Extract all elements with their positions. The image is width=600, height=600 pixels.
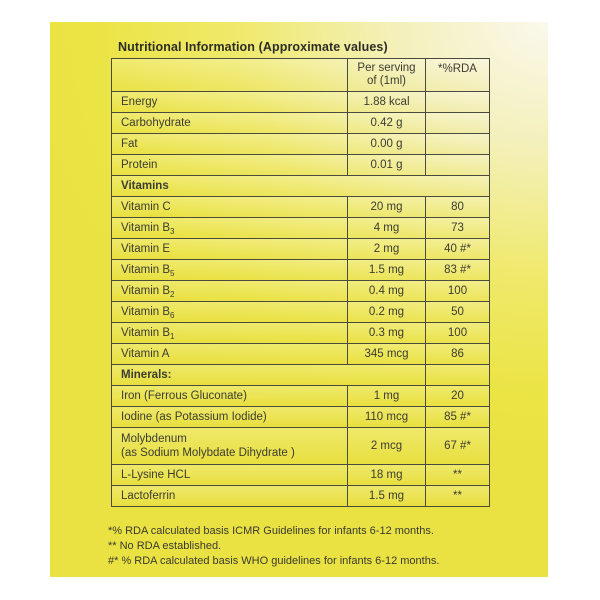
row-label-text: Fat <box>121 138 138 150</box>
row-label-text: Vitamin A <box>121 348 170 360</box>
row-rda: 83 #* <box>425 260 489 280</box>
row-label-text: Vitamin $B_3$ <box>121 222 175 236</box>
row-label-text: Iron (Ferrous Gluconate) <box>121 390 247 402</box>
row-value: 0.2 mg <box>347 302 425 322</box>
row-label-subscript: 6 <box>170 311 175 320</box>
row-rda <box>425 92 489 112</box>
row-label-subscript: 5 <box>170 269 175 278</box>
product-label-card <box>50 22 548 577</box>
column-header-blank <box>112 59 347 91</box>
table-row <box>112 465 489 486</box>
footnote-line: #* % RDA calculated basis WHO guidelines for infants 6-12 months. <box>108 555 440 568</box>
table-row <box>112 407 489 428</box>
row-label <box>112 386 347 406</box>
row-label <box>112 281 347 301</box>
row-label-subscript: 2 <box>170 290 175 299</box>
table-row <box>112 155 489 176</box>
row-label-text: Lactoferrin <box>121 490 176 502</box>
row-value: 1 mg <box>347 386 425 406</box>
row-value: 4 mg <box>347 218 425 238</box>
row-rda: 40 #* <box>425 239 489 259</box>
row-label-subscript: 3 <box>170 227 175 236</box>
row-label-text: Vitamin $B_2$ <box>121 285 175 299</box>
row-label <box>112 155 347 175</box>
row-rda: 100 <box>425 323 489 343</box>
row-label-text: Molybdenum <box>121 433 187 445</box>
row-rda-empty <box>425 365 489 385</box>
row-value: 0.00 g <box>347 134 425 154</box>
section-row <box>112 176 489 197</box>
table-row <box>112 92 489 113</box>
row-rda: 86 <box>425 344 489 364</box>
row-label <box>112 218 347 238</box>
row-label-text: L-Lysine HCL <box>121 469 191 481</box>
column-header-serving <box>347 59 425 91</box>
row-rda: ** <box>425 486 489 506</box>
row-label-text: Iodine (as Potassium Iodide) <box>121 411 267 423</box>
row-value: 110 mcg <box>347 407 425 427</box>
row-value: 2 mcg <box>347 428 425 464</box>
table-row <box>112 218 489 239</box>
row-value: 0.42 g <box>347 113 425 133</box>
row-rda <box>425 113 489 133</box>
row-value: 18 mg <box>347 465 425 485</box>
row-label <box>112 260 347 280</box>
row-label-text: Protein <box>121 159 158 171</box>
column-header-rda-label: *%RDA <box>438 63 477 75</box>
row-label <box>112 92 347 112</box>
row-rda: 100 <box>425 281 489 301</box>
row-label-text: Carbohydrate <box>121 117 191 129</box>
row-rda <box>425 155 489 175</box>
nutrition-title: Nutritional Information (Approximate values) <box>118 40 388 54</box>
row-value: 0.4 mg <box>347 281 425 301</box>
table-row <box>112 486 489 506</box>
section-label: Minerals: <box>121 369 172 381</box>
column-header-serving-line1: Per serving <box>357 62 416 74</box>
row-rda: ** <box>425 465 489 485</box>
row-label <box>112 239 347 259</box>
table-row <box>112 281 489 302</box>
row-rda: 20 <box>425 386 489 406</box>
row-label <box>112 197 347 217</box>
row-value: 0.01 g <box>347 155 425 175</box>
table-row <box>112 239 489 260</box>
row-label-text: Vitamin $B_6$ <box>121 306 175 320</box>
row-rda: 67 #* <box>425 428 489 464</box>
table-row <box>112 260 489 281</box>
row-rda: 50 <box>425 302 489 322</box>
footnote-line: ** No RDA established. <box>108 540 222 553</box>
section-row <box>112 365 489 386</box>
row-rda: 85 #* <box>425 407 489 427</box>
nutrition-table <box>111 58 490 507</box>
row-label-line2: (as Sodium Molybdate Dihydrate ) <box>121 447 295 459</box>
section-label: Vitamins <box>121 180 169 192</box>
row-value: 20 mg <box>347 197 425 217</box>
row-label-text: Energy <box>121 96 158 108</box>
row-rda <box>425 134 489 154</box>
table-row <box>112 428 489 465</box>
row-value: 2 mg <box>347 239 425 259</box>
row-label-text: Vitamin E <box>121 243 171 255</box>
row-value: 1.5 mg <box>347 486 425 506</box>
table-header-row <box>112 59 489 92</box>
column-header-serving-line2: of (1ml) <box>367 75 406 87</box>
column-header-rda <box>425 59 489 91</box>
table-row <box>112 302 489 323</box>
row-label <box>112 407 347 427</box>
row-label <box>112 134 347 154</box>
row-value: 0.3 mg <box>347 323 425 343</box>
table-row <box>112 386 489 407</box>
row-label <box>112 344 347 364</box>
table-row <box>112 113 489 134</box>
row-label <box>112 302 347 322</box>
row-label <box>112 323 347 343</box>
row-value: 345 mcg <box>347 344 425 364</box>
row-label <box>112 465 347 485</box>
nutrition-table-body <box>112 92 489 506</box>
table-row <box>112 197 489 218</box>
footnote-line: *% RDA calculated basis ICMR Guidelines for infants 6-12 months. <box>108 525 434 537</box>
row-label-text: Vitamin $B_1$ <box>121 327 175 341</box>
table-row <box>112 344 489 365</box>
row-rda: 73 <box>425 218 489 238</box>
row-label <box>112 428 347 464</box>
table-row <box>112 134 489 155</box>
row-label-subscript: 1 <box>170 332 175 341</box>
row-value: 1.88 kcal <box>347 92 425 112</box>
row-label-text: Vitamin C <box>121 201 171 213</box>
row-value: 1.5 mg <box>347 260 425 280</box>
table-row <box>112 323 489 344</box>
row-label <box>112 113 347 133</box>
row-label <box>112 486 347 506</box>
row-rda: 80 <box>425 197 489 217</box>
row-label-text: Vitamin $B_5$ <box>121 264 175 278</box>
footnotes <box>108 524 439 570</box>
